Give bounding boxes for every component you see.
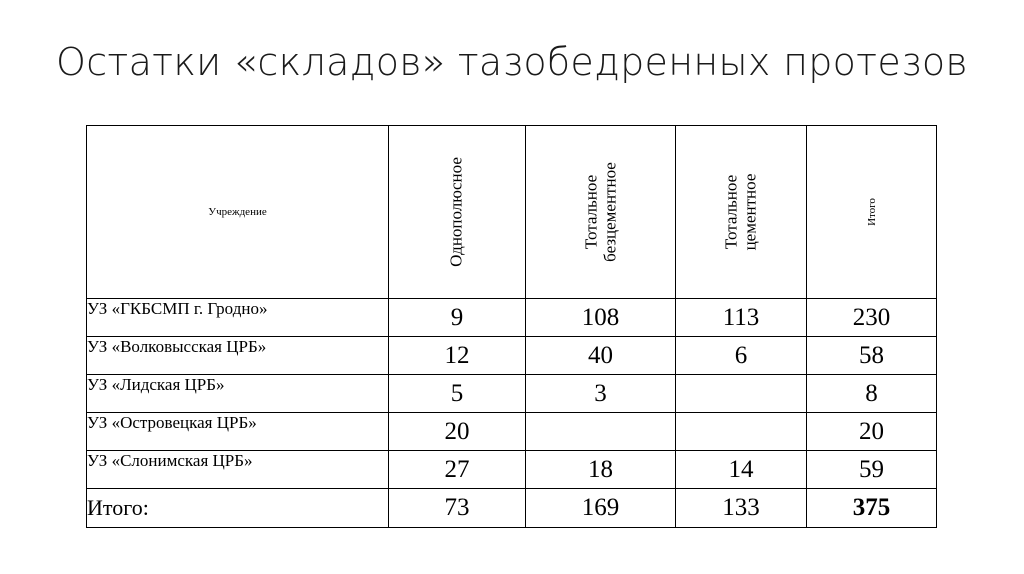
cemented-value: 113 — [676, 299, 807, 337]
totals-unipolar: 73 — [389, 489, 526, 528]
institution-name: УЗ «Лидская ЦРБ» — [87, 375, 389, 413]
header-total-cementless-label: Тотальное безцементное — [580, 162, 619, 262]
cemented-value — [676, 375, 807, 413]
institution-name: УЗ «ГКБСМП г. Гродно» — [87, 299, 389, 337]
total-value: 230 — [807, 299, 937, 337]
cemented-value: 14 — [676, 451, 807, 489]
cemented-value — [676, 413, 807, 451]
institution-name: УЗ «Островецкая ЦРБ» — [87, 413, 389, 451]
totals-row — [87, 489, 937, 528]
cementless-value: 108 — [526, 299, 676, 337]
header-total-cemented — [676, 126, 807, 299]
totals-cementless: 169 — [526, 489, 676, 528]
unipolar-value: 20 — [389, 413, 526, 451]
cementless-value: 3 — [526, 375, 676, 413]
total-value: 59 — [807, 451, 937, 489]
totals-cemented: 133 — [676, 489, 807, 528]
header-total-cemented-label: Тотальное цементное — [721, 173, 759, 251]
table-row — [87, 337, 937, 375]
header-institution: Учреждение — [87, 126, 389, 299]
total-value: 8 — [807, 375, 937, 413]
table-row — [87, 375, 937, 413]
header-total-cementless — [526, 126, 676, 299]
unipolar-value: 27 — [389, 451, 526, 489]
unipolar-value: 9 — [389, 299, 526, 337]
prosthesis-stock-table — [86, 125, 937, 528]
total-value: 20 — [807, 413, 937, 451]
institution-name: УЗ «Слонимская ЦРБ» — [87, 451, 389, 489]
unipolar-value: 5 — [389, 375, 526, 413]
slide-title: Остатки «складов» тазобедренных протезов — [56, 40, 968, 84]
totals-label: Итого: — [87, 489, 389, 528]
institution-name: УЗ «Волковысская ЦРБ» — [87, 337, 389, 375]
table-row — [87, 451, 937, 489]
total-value: 58 — [807, 337, 937, 375]
header-total-label: Итого — [865, 198, 878, 226]
cementless-value: 40 — [526, 337, 676, 375]
table-row — [87, 413, 937, 451]
header-unipolar-label: Однополюсное — [446, 157, 466, 267]
cemented-value: 6 — [676, 337, 807, 375]
header-total — [807, 126, 937, 299]
cementless-value — [526, 413, 676, 451]
table-header-row — [87, 126, 937, 299]
cementless-value: 18 — [526, 451, 676, 489]
unipolar-value: 12 — [389, 337, 526, 375]
totals-grand-total: 375 — [807, 489, 937, 528]
table-row — [87, 299, 937, 337]
header-unipolar — [389, 126, 526, 299]
